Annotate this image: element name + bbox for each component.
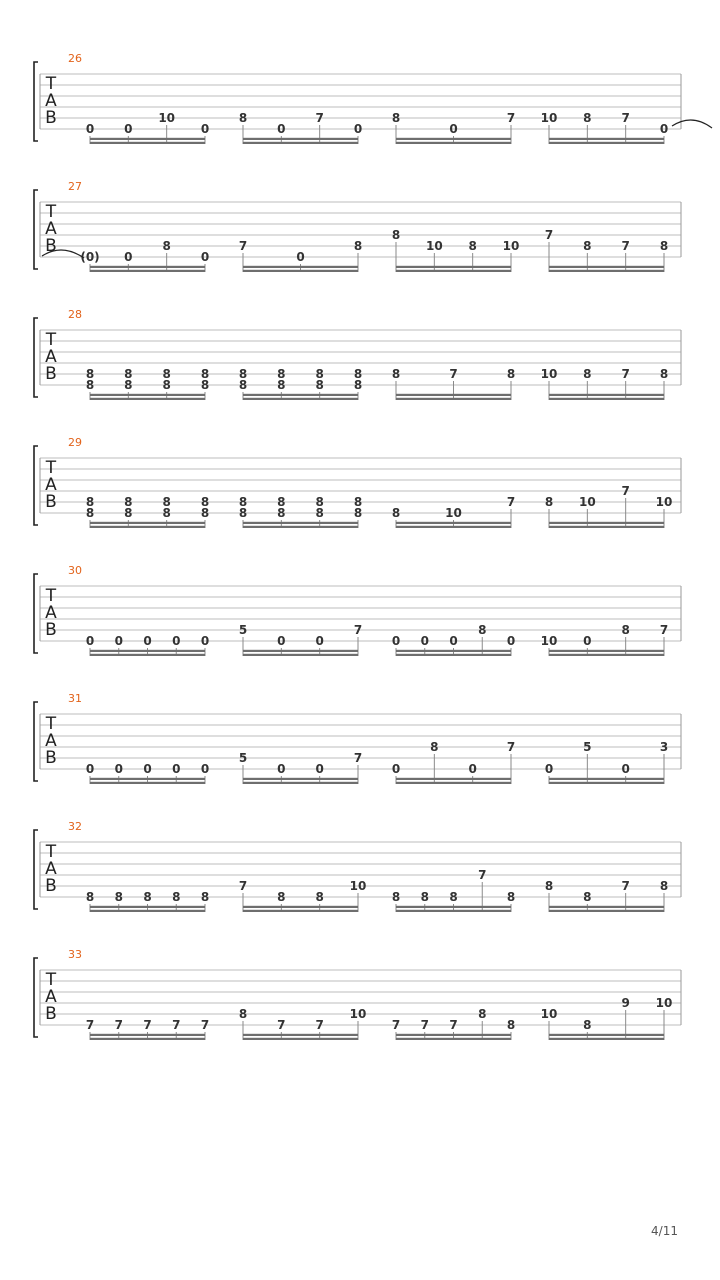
fret-number: 8: [659, 367, 669, 381]
fret-number: 0: [172, 634, 181, 648]
beam-secondary: [396, 266, 511, 268]
beam-secondary: [243, 138, 358, 140]
beam-secondary: [90, 778, 205, 780]
fret-number: 8: [85, 367, 95, 381]
beam-secondary: [90, 906, 205, 908]
tab-clef-letter: A: [45, 859, 57, 879]
fret-number: 8: [114, 890, 123, 904]
fret-number: 0: [296, 250, 305, 264]
beam-secondary: [90, 650, 205, 652]
beam-primary: [396, 142, 511, 144]
fret-number: 8: [315, 495, 324, 509]
beam-secondary: [549, 266, 664, 268]
fret-number: 8: [200, 495, 210, 509]
tab-clef-letter: B: [45, 620, 57, 640]
fret-number: 0: [277, 762, 286, 776]
beam-primary: [243, 782, 358, 784]
beam-secondary: [243, 1034, 358, 1036]
beam-secondary: [243, 650, 358, 652]
system-bracket: [34, 830, 38, 909]
beam-secondary: [90, 138, 205, 140]
fret-number: 8: [506, 1018, 516, 1032]
measure-number: 30: [68, 564, 82, 577]
tab-clef-letter: T: [45, 74, 57, 94]
beam-primary: [396, 270, 511, 272]
tab-clef-letter: A: [45, 347, 57, 367]
fret-number: 7: [449, 1018, 458, 1032]
fret-number: 7: [621, 111, 630, 125]
fret-number: 7: [659, 623, 669, 637]
fret-number: 8: [238, 367, 248, 381]
beam-primary: [90, 398, 205, 400]
beam-primary: [549, 654, 664, 656]
fret-number: 8: [659, 239, 669, 253]
beam-primary: [396, 526, 511, 528]
fret-number: 8: [353, 239, 363, 253]
fret-number: 8: [621, 623, 630, 637]
fret-number: 9: [621, 996, 630, 1010]
fret-number: 8: [277, 367, 286, 381]
tab-clef-letter: T: [45, 586, 57, 606]
beam-primary: [243, 910, 358, 912]
fret-number: 0: [124, 250, 133, 264]
fret-number: 8: [468, 239, 477, 253]
tab-clef-letter: B: [45, 492, 57, 512]
fret-number: 0: [315, 634, 324, 648]
tab-clef-letter: T: [45, 714, 57, 734]
fret-number: 8: [200, 890, 210, 904]
fret-number: 8: [172, 890, 181, 904]
tab-clef-letter: T: [45, 842, 57, 862]
fret-number: 8: [353, 378, 363, 392]
fret-number: 7: [353, 751, 363, 765]
fret-number: 0: [544, 762, 554, 776]
beam-secondary: [90, 266, 205, 268]
fret-number: 8: [315, 367, 324, 381]
beam-primary: [549, 526, 664, 528]
beam-secondary: [243, 394, 358, 396]
system-bracket: [34, 62, 38, 141]
beam-primary: [90, 270, 205, 272]
beam-secondary: [243, 522, 358, 524]
tab-clef-letter: A: [45, 731, 57, 751]
tab-clef-letter: A: [45, 219, 57, 239]
fret-number: 8: [478, 1007, 487, 1021]
measure-number: 31: [68, 692, 82, 705]
beam-secondary: [549, 650, 664, 652]
beam-secondary: [243, 906, 358, 908]
fret-number: 8: [659, 879, 669, 893]
beam-secondary: [243, 778, 358, 780]
fret-number: 0: [659, 122, 669, 136]
system-bracket: [34, 702, 38, 781]
fret-number: 8: [124, 378, 133, 392]
fret-number: 8: [85, 495, 95, 509]
fret-number: 10: [540, 634, 558, 648]
fret-number: 0: [200, 250, 210, 264]
fret-number: 0: [114, 634, 123, 648]
beam-primary: [90, 782, 205, 784]
fret-number: 0: [172, 762, 181, 776]
beam-secondary: [549, 394, 664, 396]
fret-number: 0: [468, 762, 477, 776]
fret-number: 8: [391, 111, 401, 125]
measure-number: 32: [68, 820, 82, 833]
fret-number: 10: [158, 111, 176, 125]
tab-clef-letter: B: [45, 748, 57, 768]
fret-number: 8: [143, 890, 152, 904]
beam-secondary: [396, 138, 511, 140]
fret-number: 7: [544, 228, 554, 242]
beam-primary: [549, 1038, 664, 1040]
beam-primary: [549, 142, 664, 144]
tab-clef-letter: T: [45, 970, 57, 990]
beam-primary: [396, 782, 511, 784]
beam-secondary: [90, 522, 205, 524]
fret-number: 8: [391, 890, 401, 904]
fret-number: 7: [315, 1018, 324, 1032]
beam-primary: [243, 526, 358, 528]
fret-number: 8: [200, 378, 210, 392]
fret-number: 10: [540, 111, 558, 125]
fret-number: 8: [277, 378, 286, 392]
fret-number: 7: [353, 623, 363, 637]
fret-number: 0: [143, 634, 152, 648]
fret-number: 0: [114, 762, 123, 776]
tab-clef-letter: B: [45, 1004, 57, 1024]
fret-number: 0: [277, 634, 286, 648]
fret-number: 7: [621, 879, 630, 893]
fret-number: 10: [349, 879, 367, 893]
fret-number: 0: [506, 634, 516, 648]
fret-number: 8: [238, 378, 248, 392]
fret-number: 10: [349, 1007, 367, 1021]
tab-clef-letter: B: [45, 108, 57, 128]
measure-number: 33: [68, 948, 82, 961]
beam-primary: [396, 1038, 511, 1040]
beam-primary: [549, 398, 664, 400]
fret-number: 7: [391, 1018, 401, 1032]
fret-number: 0: [315, 762, 324, 776]
fret-number: 10: [502, 239, 520, 253]
beam-primary: [396, 654, 511, 656]
fret-number: 0: [200, 634, 210, 648]
tab-clef-letter: B: [45, 236, 57, 256]
beam-secondary: [396, 394, 511, 396]
fret-number: 8: [315, 378, 324, 392]
fret-number: 8: [85, 506, 95, 520]
beam-primary: [396, 398, 511, 400]
measure-number: 28: [68, 308, 82, 321]
beam-secondary: [549, 778, 664, 780]
fret-number: 0: [85, 762, 95, 776]
fret-number: 8: [162, 367, 171, 381]
fret-number: 7: [621, 484, 630, 498]
fret-number: 7: [506, 740, 516, 754]
fret-number: 8: [277, 890, 286, 904]
fret-number: 3: [659, 740, 669, 754]
fret-number: 0: [391, 762, 401, 776]
fret-number: 7: [478, 868, 487, 882]
fret-number: 7: [85, 1018, 95, 1032]
fret-number: 8: [353, 495, 363, 509]
fret-number: 8: [162, 495, 171, 509]
fret-number: 8: [315, 506, 324, 520]
tab-clef-letter: T: [45, 458, 57, 478]
fret-number: 8: [506, 367, 516, 381]
beam-secondary: [549, 138, 664, 140]
fret-number: 8: [583, 1018, 592, 1032]
beam-secondary: [549, 522, 664, 524]
fret-number: 8: [238, 111, 248, 125]
fret-number: 8: [583, 367, 592, 381]
beam-primary: [243, 270, 358, 272]
fret-number: 0: [200, 122, 210, 136]
fret-number: 8: [420, 890, 429, 904]
fret-number: 8: [238, 495, 248, 509]
fret-number: 8: [391, 367, 401, 381]
fret-number: 0: [449, 634, 458, 648]
tab-clef-letter: A: [45, 91, 57, 111]
fret-number: 7: [114, 1018, 123, 1032]
fret-number: 8: [277, 506, 286, 520]
fret-number: 8: [583, 111, 592, 125]
beam-primary: [243, 654, 358, 656]
beam-primary: [243, 398, 358, 400]
fret-number: 7: [172, 1018, 181, 1032]
fret-number: 8: [478, 623, 487, 637]
fret-number: 8: [124, 495, 133, 509]
fret-number: 8: [315, 890, 324, 904]
fret-number: 10: [425, 239, 443, 253]
tab-clef-letter: B: [45, 876, 57, 896]
fret-number: 8: [85, 890, 95, 904]
fret-number: 8: [162, 239, 171, 253]
beam-secondary: [396, 778, 511, 780]
system-bracket: [34, 446, 38, 525]
tab-clef-letter: A: [45, 987, 57, 1007]
fret-number: 7: [621, 367, 630, 381]
fret-number: 8: [583, 239, 592, 253]
fret-number: 0: [420, 634, 429, 648]
tie-arc: [672, 120, 712, 128]
fret-number: 0: [85, 122, 95, 136]
fret-number: 7: [238, 239, 248, 253]
measure-number: 27: [68, 180, 82, 193]
beam-secondary: [549, 1034, 664, 1036]
fret-number: 10: [540, 367, 558, 381]
fret-number: 0: [143, 762, 152, 776]
fret-number: 8: [506, 890, 516, 904]
fret-number: 8: [162, 378, 171, 392]
fret-number: 8: [353, 367, 363, 381]
beam-primary: [90, 910, 205, 912]
beam-primary: [90, 142, 205, 144]
beam-secondary: [396, 650, 511, 652]
fret-number: 7: [621, 239, 630, 253]
fret-number: 8: [85, 378, 95, 392]
measure-number: 26: [68, 52, 82, 65]
beam-primary: [243, 142, 358, 144]
beam-secondary: [90, 1034, 205, 1036]
fret-number: 0: [124, 122, 133, 136]
fret-number: 8: [277, 495, 286, 509]
fret-number: 0: [277, 122, 286, 136]
fret-number: 8: [544, 495, 554, 509]
beam-primary: [549, 270, 664, 272]
fret-number: 0: [621, 762, 630, 776]
fret-number: 5: [238, 623, 248, 637]
beam-primary: [90, 654, 205, 656]
beam-secondary: [243, 266, 358, 268]
fret-number: 7: [506, 495, 516, 509]
fret-number: 0: [391, 634, 401, 648]
beam-primary: [396, 910, 511, 912]
fret-number: 10: [655, 495, 673, 509]
fret-number: 7: [143, 1018, 152, 1032]
fret-number: 7: [315, 111, 324, 125]
beam-secondary: [549, 906, 664, 908]
beam-primary: [549, 910, 664, 912]
tab-clef-letter: A: [45, 603, 57, 623]
fret-number: 8: [200, 506, 210, 520]
system-bracket: [34, 958, 38, 1037]
system-bracket: [34, 190, 38, 269]
system-bracket: [34, 318, 38, 397]
beam-secondary: [396, 906, 511, 908]
fret-number: 8: [162, 506, 171, 520]
fret-number: 0: [85, 634, 95, 648]
page-number: 4/11: [651, 1224, 678, 1238]
system-bracket: [34, 574, 38, 653]
fret-number: 5: [238, 751, 248, 765]
fret-number: 0: [200, 762, 210, 776]
fret-number: 8: [391, 228, 401, 242]
beam-secondary: [396, 1034, 511, 1036]
tab-clef-letter: B: [45, 364, 57, 384]
fret-number: 8: [583, 890, 592, 904]
fret-number: 8: [353, 506, 363, 520]
fret-number: 7: [277, 1018, 286, 1032]
measure-number: 29: [68, 436, 82, 449]
fret-number: 8: [124, 367, 133, 381]
fret-number: 7: [506, 111, 516, 125]
fret-number: 10: [540, 1007, 558, 1021]
fret-number: 7: [200, 1018, 210, 1032]
beam-primary: [90, 1038, 205, 1040]
fret-number: (0): [80, 250, 100, 264]
fret-number: 5: [583, 740, 592, 754]
fret-number: 8: [391, 506, 401, 520]
fret-number: 10: [445, 506, 462, 520]
fret-number: 7: [449, 367, 458, 381]
fret-number: 0: [449, 122, 458, 136]
fret-number: 8: [238, 506, 248, 520]
fret-number: 7: [420, 1018, 429, 1032]
fret-number: 8: [200, 367, 210, 381]
beam-primary: [243, 1038, 358, 1040]
fret-number: 10: [655, 996, 673, 1010]
beam-secondary: [90, 394, 205, 396]
fret-number: 7: [238, 879, 248, 893]
fret-number: 8: [238, 1007, 248, 1021]
beam-primary: [90, 526, 205, 528]
tab-clef-letter: T: [45, 202, 57, 222]
fret-number: 8: [124, 506, 133, 520]
beam-primary: [549, 782, 664, 784]
fret-number: 10: [578, 495, 596, 509]
tab-clef-letter: T: [45, 330, 57, 350]
fret-number: 8: [544, 879, 554, 893]
fret-number: 8: [430, 740, 439, 754]
fret-number: 0: [583, 634, 592, 648]
tab-clef-letter: A: [45, 475, 57, 495]
fret-number: 0: [353, 122, 363, 136]
beam-secondary: [396, 522, 511, 524]
fret-number: 8: [449, 890, 458, 904]
